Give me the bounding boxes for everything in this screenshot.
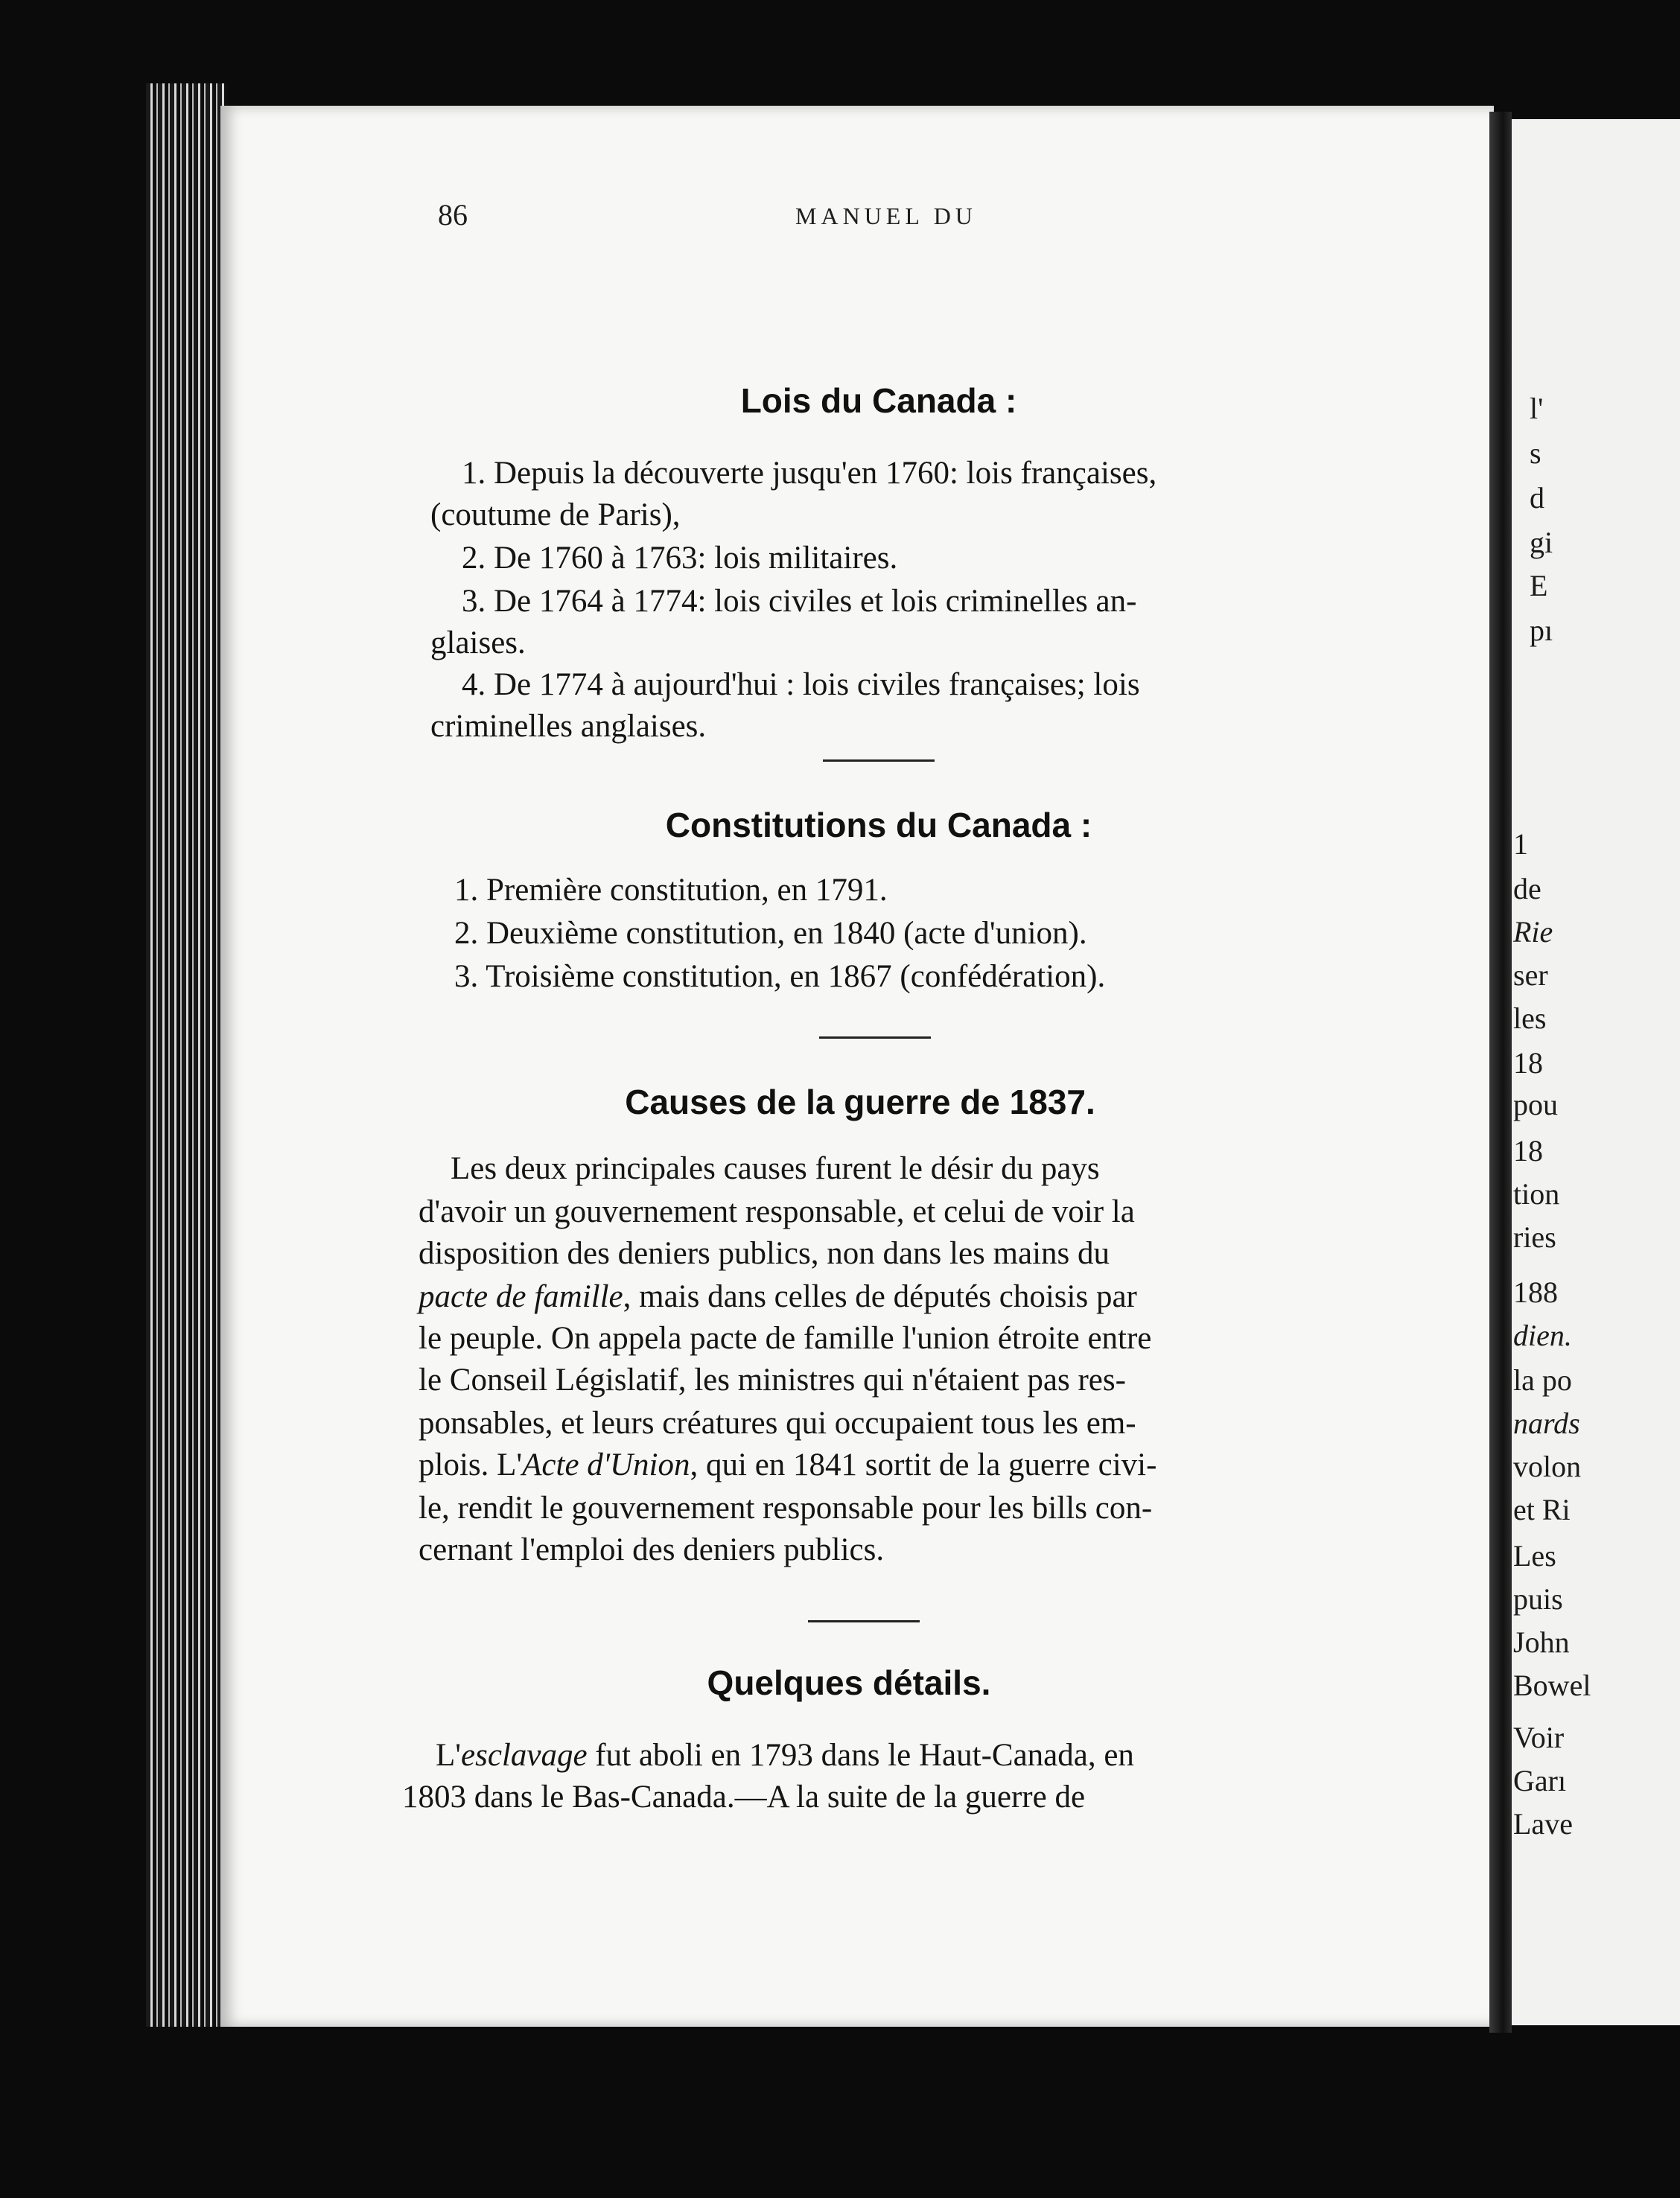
right-page-fragment: puis	[1513, 1582, 1563, 1616]
causes-line-2: d'avoir un gouvernement responsable, et celui de voir la	[419, 1194, 1135, 1229]
right-page-fragment: volon	[1513, 1450, 1582, 1483]
right-page-fragment: les	[1513, 1001, 1547, 1035]
right-page-fragment: 1	[1513, 827, 1528, 861]
right-page-fragment: la po	[1513, 1363, 1572, 1397]
constitution-item-2: 2. Deuxième constitution, en 1840 (acte d'union).	[454, 916, 1087, 951]
right-page-fragment: nards	[1513, 1407, 1580, 1440]
right-page-fragment: Lave	[1513, 1807, 1573, 1841]
lois-item-4-cont: criminelles anglaises.	[430, 709, 707, 744]
causes-line-4: pacte de famille, mais dans celles de députés choisis par	[419, 1279, 1137, 1314]
right-page-fragment: ries	[1513, 1220, 1556, 1254]
section-divider	[819, 1036, 931, 1039]
lois-item-1: 1. Depuis la découverte jusqu'en 1760: lois françaises,	[462, 456, 1157, 491]
lois-item-3-cont: glaises.	[430, 625, 526, 660]
causes-line-9: le, rendit le gouvernement responsable pour les bills con-	[419, 1491, 1153, 1526]
right-page-fragment: Rie	[1513, 915, 1553, 949]
constitution-item-1: 1. Première constitution, en 1791.	[454, 873, 888, 908]
section-title-constitutions: Constitutions du Canada :	[665, 806, 1092, 844]
causes-line-1: Les deux principales causes furent le désir du pays	[451, 1151, 1100, 1186]
right-page-fragment: Garı	[1513, 1764, 1567, 1797]
right-page-fragment: d	[1530, 481, 1544, 515]
book-page-edges	[146, 83, 228, 2027]
right-page-fragment: l'	[1530, 392, 1544, 425]
section-title-lois: Lois du Canada :	[740, 381, 1017, 420]
running-title: MANUEL DU	[795, 203, 977, 229]
right-page-fragment: Voir	[1513, 1721, 1565, 1754]
causes-line-5: le peuple. On appela pacte de famille l'union étroite entre	[419, 1321, 1152, 1356]
page-number: 86	[438, 198, 468, 232]
causes-line-10: cernant l'emploi des deniers publics.	[419, 1532, 885, 1567]
right-page-fragment: tion	[1513, 1177, 1560, 1211]
right-page-fragment: E	[1530, 569, 1548, 602]
causes-line-7: ponsables, et leurs créatures qui occupaient tous les em-	[419, 1406, 1136, 1441]
book-gutter	[1489, 112, 1512, 2033]
section-divider	[823, 759, 935, 762]
causes-line-6: le Conseil Législatif, les ministres qui n'étaient pas res-	[419, 1363, 1126, 1398]
lois-item-4: 4. De 1774 à aujourd'hui : lois civiles françaises; lois	[462, 667, 1140, 702]
details-line-2: 1803 dans le Bas-Canada.—A la suite de la guerre de	[402, 1780, 1086, 1815]
right-page-fragment: Les	[1513, 1539, 1556, 1573]
right-page-fragment: gi	[1530, 526, 1553, 559]
right-page-fragment: pou	[1513, 1088, 1558, 1121]
right-page-fragment: Bowel	[1513, 1669, 1591, 1702]
section-title-details: Quelques détails.	[707, 1663, 991, 1702]
right-page-fragment: 18	[1513, 1134, 1543, 1168]
right-page-fragment: de	[1513, 872, 1541, 905]
right-page-fragment: 188	[1513, 1275, 1558, 1309]
section-title-causes: Causes de la guerre de 1837.	[625, 1083, 1095, 1121]
right-page-fragment: et Ri	[1513, 1493, 1571, 1526]
right-page-fragment: dien.	[1513, 1319, 1572, 1352]
right-page-fragment: s	[1530, 436, 1541, 470]
right-page-fragment: 18	[1513, 1046, 1543, 1080]
details-line-1: L'esclavage fut aboli en 1793 dans le Haut-Canada, en	[436, 1738, 1134, 1773]
causes-line-8: plois. L'Acte d'Union, qui en 1841 sortit de la guerre civi-	[419, 1447, 1157, 1482]
section-divider	[808, 1620, 920, 1622]
right-page	[1512, 119, 1680, 2025]
lois-item-1-cont: (coutume de Paris),	[430, 497, 681, 532]
lois-item-2: 2. De 1760 à 1763: lois militaires.	[462, 541, 898, 576]
right-page-fragment: John	[1513, 1625, 1570, 1659]
constitution-item-3: 3. Troisième constitution, en 1867 (confédération).	[454, 959, 1106, 994]
lois-item-3: 3. De 1764 à 1774: lois civiles et lois criminelles an-	[462, 584, 1137, 619]
right-page-fragment: pı	[1530, 614, 1553, 647]
causes-line-3: disposition des deniers publics, non dans les mains du	[419, 1236, 1110, 1271]
right-page-fragment: ser	[1513, 958, 1548, 992]
